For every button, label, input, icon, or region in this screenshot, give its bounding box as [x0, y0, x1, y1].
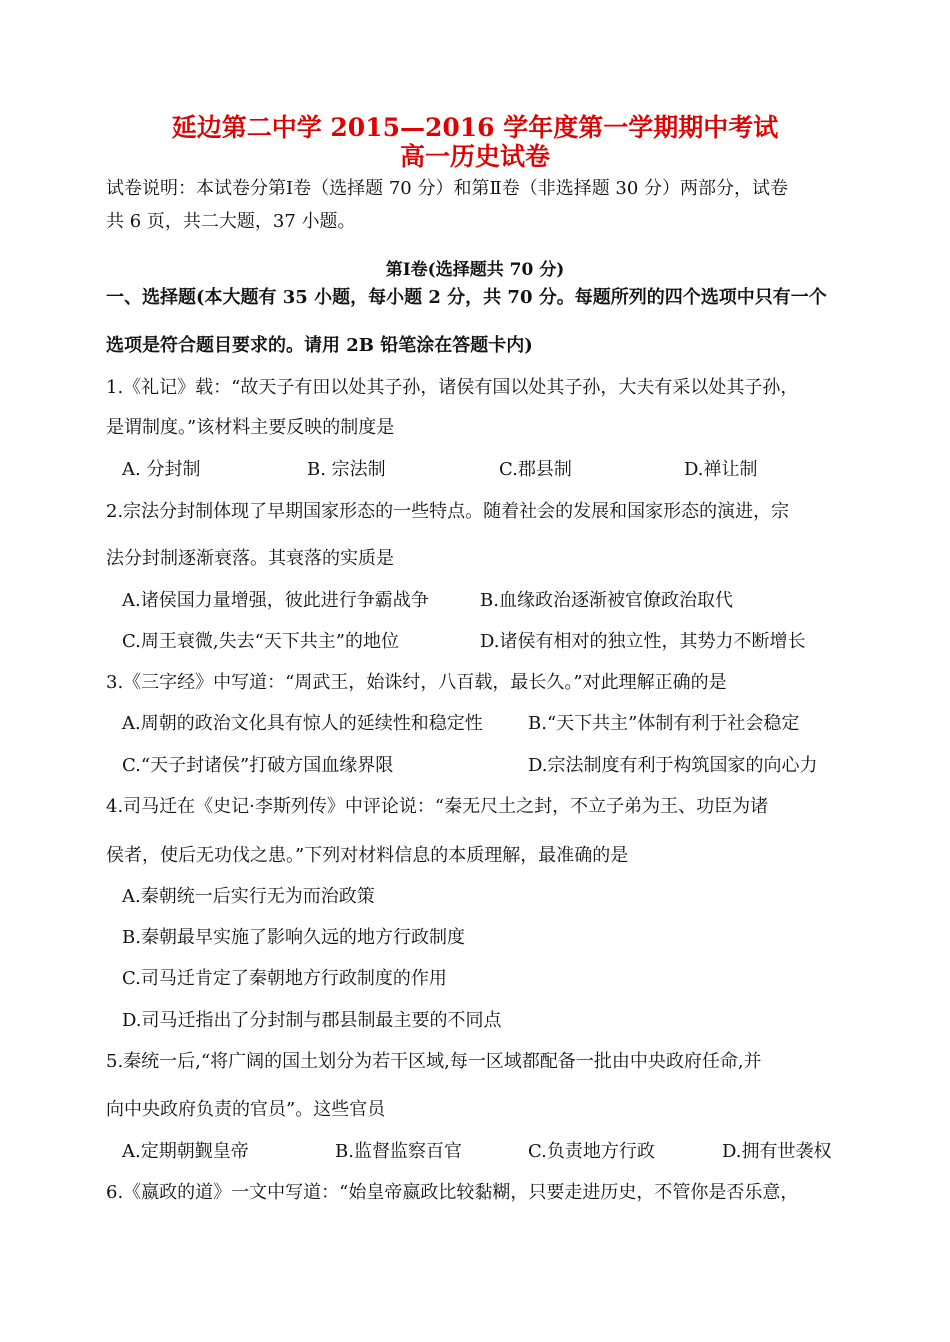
question-1-stem-line-2: 是谓制度。”该材料主要反映的制度是 [106, 417, 395, 438]
intro-line-1: 试卷说明：本试卷分第Ⅰ卷（选择题 70 分）和第Ⅱ卷（非选择题 30 分）两部分，试卷 [106, 178, 789, 199]
question-2-option-b[interactable]: B.血缘政治逐渐被官僚政治取代 [480, 590, 733, 611]
question-4-option-d[interactable]: D.司马迁指出了分封制与郡县制最主要的不同点 [122, 1010, 502, 1031]
question-2-option-c[interactable]: C.周王衰微,失去“天下共主”的地位 [122, 631, 399, 652]
question-2-option-d[interactable]: D.诸侯有相对的独立性，其势力不断增长 [480, 631, 806, 652]
question-1-stem-line-1: 1.《礼记》载：“故天子有田以处其子孙，诸侯有国以处其子孙，大夫有采以处其子孙， [106, 377, 799, 398]
question-1-option-c[interactable]: C.郡县制 [499, 459, 572, 480]
question-6-stem-line-1: 6.《嬴政的道》一文中写道：“始皇帝嬴政比较黏糊，只要走进历史，不管你是否乐意， [106, 1182, 799, 1203]
question-5-stem-line-2: 向中央政府负责的官员”。这些官员 [106, 1099, 386, 1120]
question-1-option-d[interactable]: D.禅让制 [684, 459, 758, 480]
question-3-stem-line-1: 3.《三字经》中写道：“周武王，始诛纣，八百载，最长久。”对此理解正确的是 [106, 672, 727, 693]
question-5-option-b[interactable]: B.监督监察百官 [335, 1141, 462, 1162]
question-4-stem-line-1: 4.司马迁在《史记·李斯列传》中评论说：“秦无尺土之封，不立子弟为王、功臣为诸 [106, 796, 769, 817]
section-heading: 第Ⅰ卷(选择题共 70 分) [385, 260, 565, 280]
question-2-option-a[interactable]: A.诸侯国力量增强，彼此进行争霸战争 [122, 590, 429, 611]
question-4-option-b[interactable]: B.秦朝最早实施了影响久远的地方行政制度 [122, 927, 465, 948]
question-1-option-b[interactable]: B. 宗法制 [307, 459, 386, 480]
question-3-option-b[interactable]: B.“天下共主”体制有利于社会稳定 [528, 713, 800, 734]
question-2-stem-line-2: 法分封制逐渐衰落。其衰落的实质是 [106, 548, 394, 569]
question-3-option-a[interactable]: A.周朝的政治文化具有惊人的延续性和稳定性 [122, 713, 483, 734]
question-3-option-c[interactable]: C.“天子封诸侯”打破方国血缘界限 [122, 755, 394, 776]
intro-line-2: 共 6 页，共二大题，37 小题。 [106, 211, 356, 232]
question-4-option-c[interactable]: C.司马迁肯定了秦朝地方行政制度的作用 [122, 968, 447, 989]
section-instruction-1: 一、选择题(本大题有 35 小题，每小题 2 分，共 70 分。每题所列的四个选项中只有一个 [106, 287, 827, 308]
question-5-option-c[interactable]: C.负责地方行政 [528, 1141, 655, 1162]
question-3-option-d[interactable]: D.宗法制度有利于构筑国家的向心力 [528, 755, 818, 776]
question-4-option-a[interactable]: A.秦朝统一后实行无为而治政策 [122, 886, 375, 907]
question-5-option-d[interactable]: D.拥有世袭权 [722, 1141, 832, 1162]
question-1-option-a[interactable]: A. 分封制 [122, 459, 201, 480]
section-instruction-2: 选项是符合题目要求的。请用 2B 铅笔涂在答题卡内) [106, 335, 533, 356]
question-5-option-a[interactable]: A.定期朝觐皇帝 [122, 1141, 249, 1162]
question-4-stem-line-2: 侯者，使后无功伐之患。”下列对材料信息的本质理解，最准确的是 [106, 845, 629, 866]
exam-title: 延边第二中学 2015—2016 学年度第一学期期中考试 [171, 113, 779, 142]
question-5-stem-line-1: 5.秦统一后,“将广阔的国土划分为若干区域,每一区域都配备一批由中央政府任命,并 [106, 1051, 762, 1072]
question-2-stem-line-1: 2.宗法分封制体现了早期国家形态的一些特点。随着社会的发展和国家形态的演进，宗 [106, 501, 790, 522]
exam-subtitle: 高一历史试卷 [399, 142, 550, 171]
